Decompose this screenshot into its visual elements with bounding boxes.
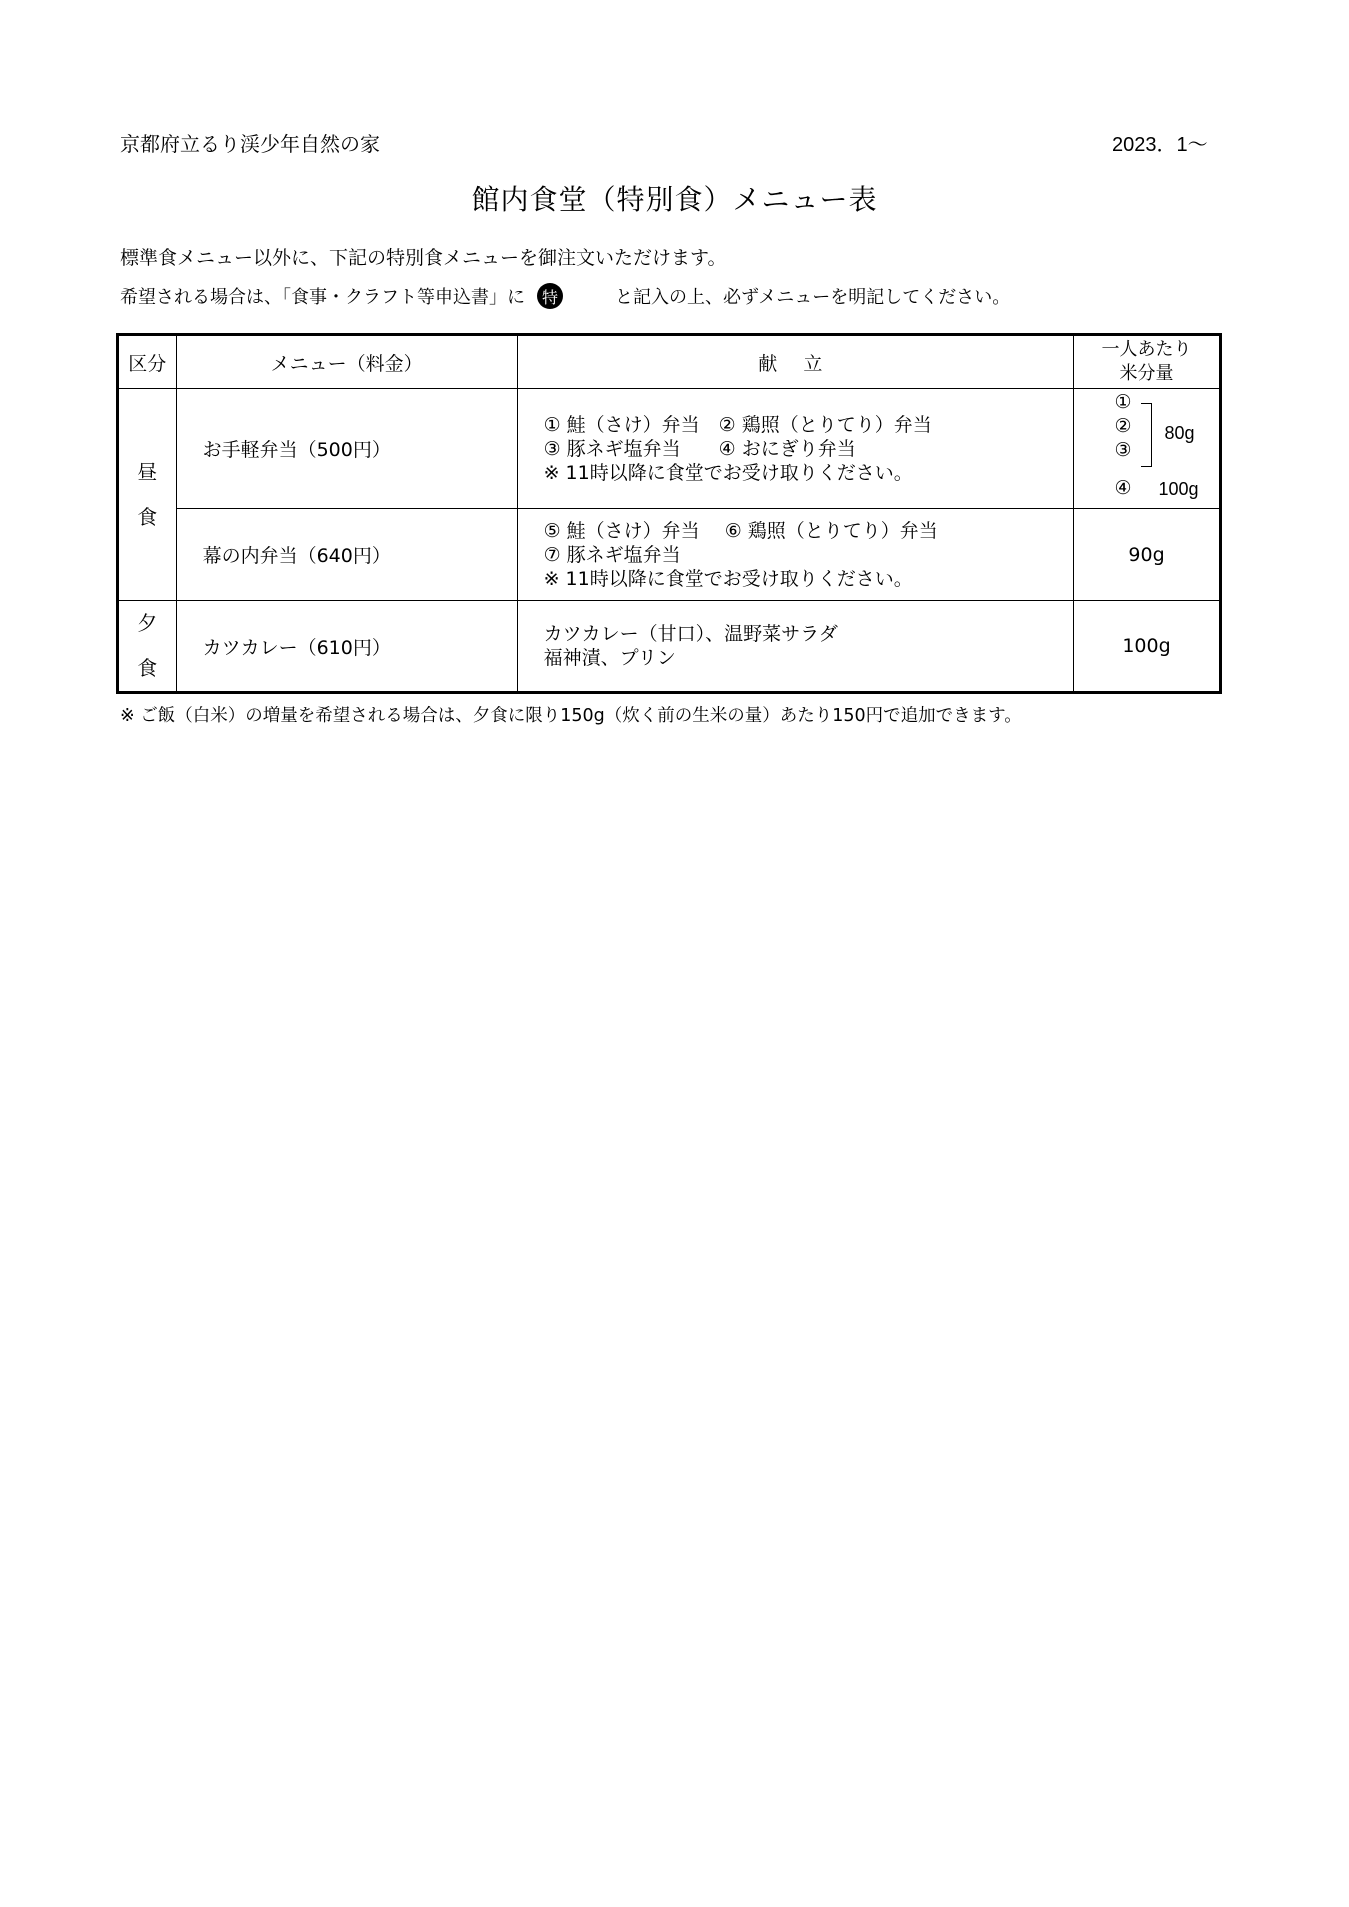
toku-mark-icon: 特 [537,283,563,309]
menu-name: 幕の内弁当（640円） [176,509,517,601]
period-dinner-char-1: 夕 [137,611,158,635]
intro-line-2 [120,283,1010,309]
kondate-line: ※ 11時以降に食堂でお受け取りください。 [543,461,913,484]
kondate-line: カツカレー（甘口）、温野菜サラダ [543,623,838,645]
kondate-cell [517,389,1073,509]
kondate-cell [517,509,1073,601]
page-title: 館内食堂（特別食）メニュー表 [471,183,878,216]
kondate-line: 福神漬、プリン [543,647,676,669]
rice-single-amount: 100g [1158,478,1199,499]
header-kondate: 献 立 [517,335,1073,389]
rice-item-number: ③ [1114,438,1132,461]
table-row [118,509,1221,601]
rice-amount-cell [1074,389,1221,509]
header-rice-line-2: 米分量 [1119,363,1174,384]
period-dinner [118,601,177,693]
kondate-line: ③ 豚ネギ塩弁当 ④ おにぎり弁当 [543,437,856,460]
header-kubun: 区分 [118,335,177,389]
kondate-line: ⑦ 豚ネギ塩弁当 [543,543,681,566]
rice-item-number: ① [1114,390,1132,413]
header-rice-line-1: 一人あたり [1101,339,1192,360]
table-header-row [118,335,1221,389]
intro-line-2-after: と記入の上、必ずメニューを明記してください。 [615,287,1011,308]
footnote: ※ ご飯（白米）の増量を希望される場合は、夕食に限り150g（炊く前の生米の量）あたり150円で追加できます。 [120,706,1022,726]
header-menu: メニュー（料金） [176,335,517,389]
kondate-line: ※ 11時以降に食堂でお受け取りください。 [543,567,913,590]
menu-name: カツカレー（610円） [176,601,517,693]
kondate-line: ① 鮭（さけ）弁当 ② 鶏照（とりてり）弁当 [543,413,932,436]
intro-line-2-before: 希望される場合は、「食事・クラフト等申込書」に [120,287,525,308]
kondate-line: ⑤ 鮭（さけ）弁当 ⑥ 鶏照（とりてり）弁当 [543,519,938,542]
period-lunch-char-1: 昼 [137,459,158,484]
table-row [118,601,1221,693]
header-rice [1074,335,1221,389]
period-lunch-char-2: 食 [137,504,158,529]
table-row [118,389,1221,509]
rice-group-amount: 80g [1164,422,1195,443]
rice-amount-group [1077,391,1217,507]
period-lunch [118,389,177,601]
kondate-cell [517,601,1073,693]
bracket-icon [1141,403,1152,467]
intro-line-1: 標準食メニュー以外に、下記の特別食メニューを御注文いただけます。 [120,247,727,269]
rice-item-number: ④ [1114,476,1132,499]
rice-amount-cell: 90g [1074,509,1221,601]
rice-amount-cell: 100g [1074,601,1221,693]
menu-name: お手軽弁当（500円） [176,389,517,509]
menu-table [116,333,1222,694]
rice-item-number: ② [1114,414,1132,437]
organization-name: 京都府立るり渓少年自然の家 [120,132,380,156]
period-dinner-char-2: 食 [137,656,158,680]
effective-date: 2023．1～ [1112,134,1208,156]
